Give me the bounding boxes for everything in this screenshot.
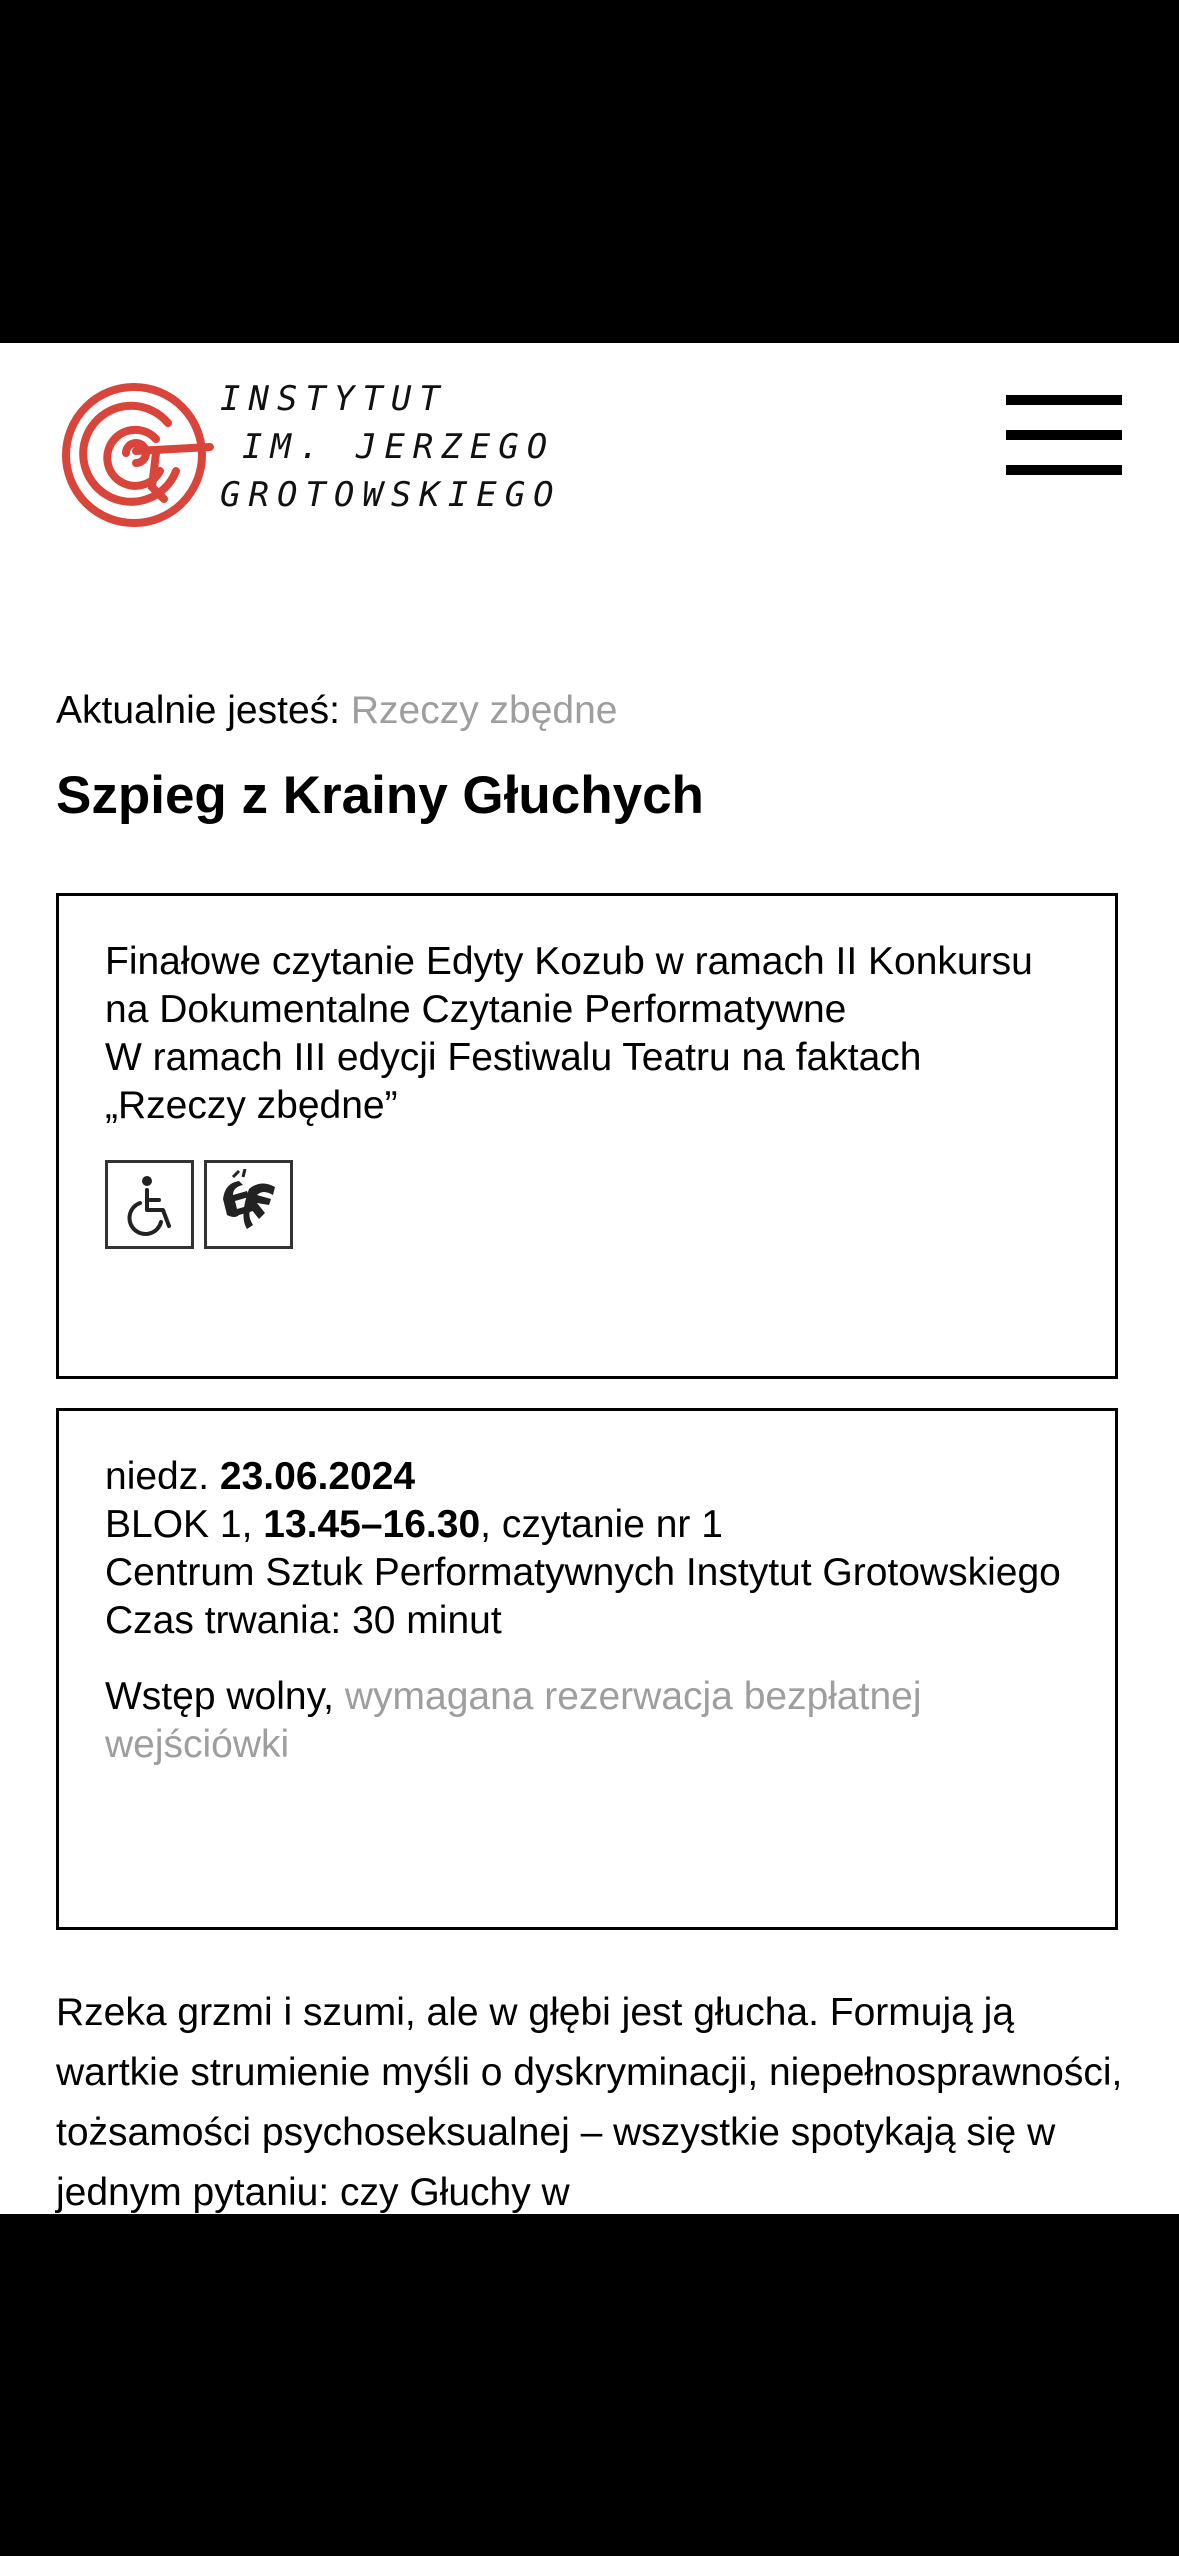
institute-logo[interactable] [56,375,562,525]
logo-mark-icon [56,383,216,531]
breadcrumb-prefix: Aktualnie jesteś: [56,689,340,732]
entry-info [105,1673,1069,1769]
event-details-box [56,1408,1118,1930]
status-bar-area [0,0,1179,343]
event-info-line-2: W ramach III edycji Festiwalu Teatru na faktach „Rzeczy zbędne” [105,1036,922,1127]
event-info-box [56,893,1118,1379]
logo-line-1: INSTYTUT [220,379,448,419]
event-time: 13.45–16.30 [263,1503,481,1546]
logo-wordmark [220,375,562,519]
navigation-bar-area [0,2214,1179,2556]
sign-language-icon [204,1160,293,1249]
hamburger-menu-button[interactable] [1006,395,1122,475]
breadcrumb [56,687,617,735]
event-venue: Centrum Sztuk Performatywnych Instytut Grotowskiego [105,1551,1061,1594]
event-time-line [105,1501,1069,1549]
reservation-link[interactable]: wymagana rezerwacja bezpłatnej wejściówki [105,1675,922,1766]
logo-line-3: GROTOWSKIEGO [220,475,562,515]
event-info-line-1: Finałowe czytanie Edyty Kozub w ramach II Konkursu na Dokumentalne Czytanie Performatywne [105,940,1033,1031]
hamburger-menu-icon-bar-middle [1006,430,1122,440]
event-date: 23.06.2024 [219,1455,416,1498]
event-description: Rzeka grzmi i szumi, ale w głębi jest głucha. Formują ją wartkie strumienie myśli o dyskryminacji, niepełnosprawności, tożsamości psychoseksualnej – wszystkie spotykają się w jednym pytaniu: czy Głuchy w [56,1991,1123,2214]
hamburger-menu-icon-bar-bottom [1006,465,1122,475]
event-day: niedz. [105,1455,210,1498]
event-duration: Czas trwania: 30 minut [105,1599,502,1642]
page [0,343,1179,2214]
page-title: Szpieg z Krainy Głuchych [56,766,704,825]
entry-prefix: Wstęp wolny, [105,1675,335,1718]
breadcrumb-link[interactable]: Rzeczy zbędne [350,689,618,732]
logo-line-2: IM. JERZEGO [242,427,556,467]
event-date-line [105,1453,1069,1501]
hamburger-menu-icon-bar-top [1006,395,1122,405]
event-reading-number: , czytanie nr 1 [480,1503,723,1546]
wheelchair-icon [105,1160,194,1249]
accessibility-icons [105,1160,1069,1249]
event-block: BLOK 1, [105,1503,253,1546]
